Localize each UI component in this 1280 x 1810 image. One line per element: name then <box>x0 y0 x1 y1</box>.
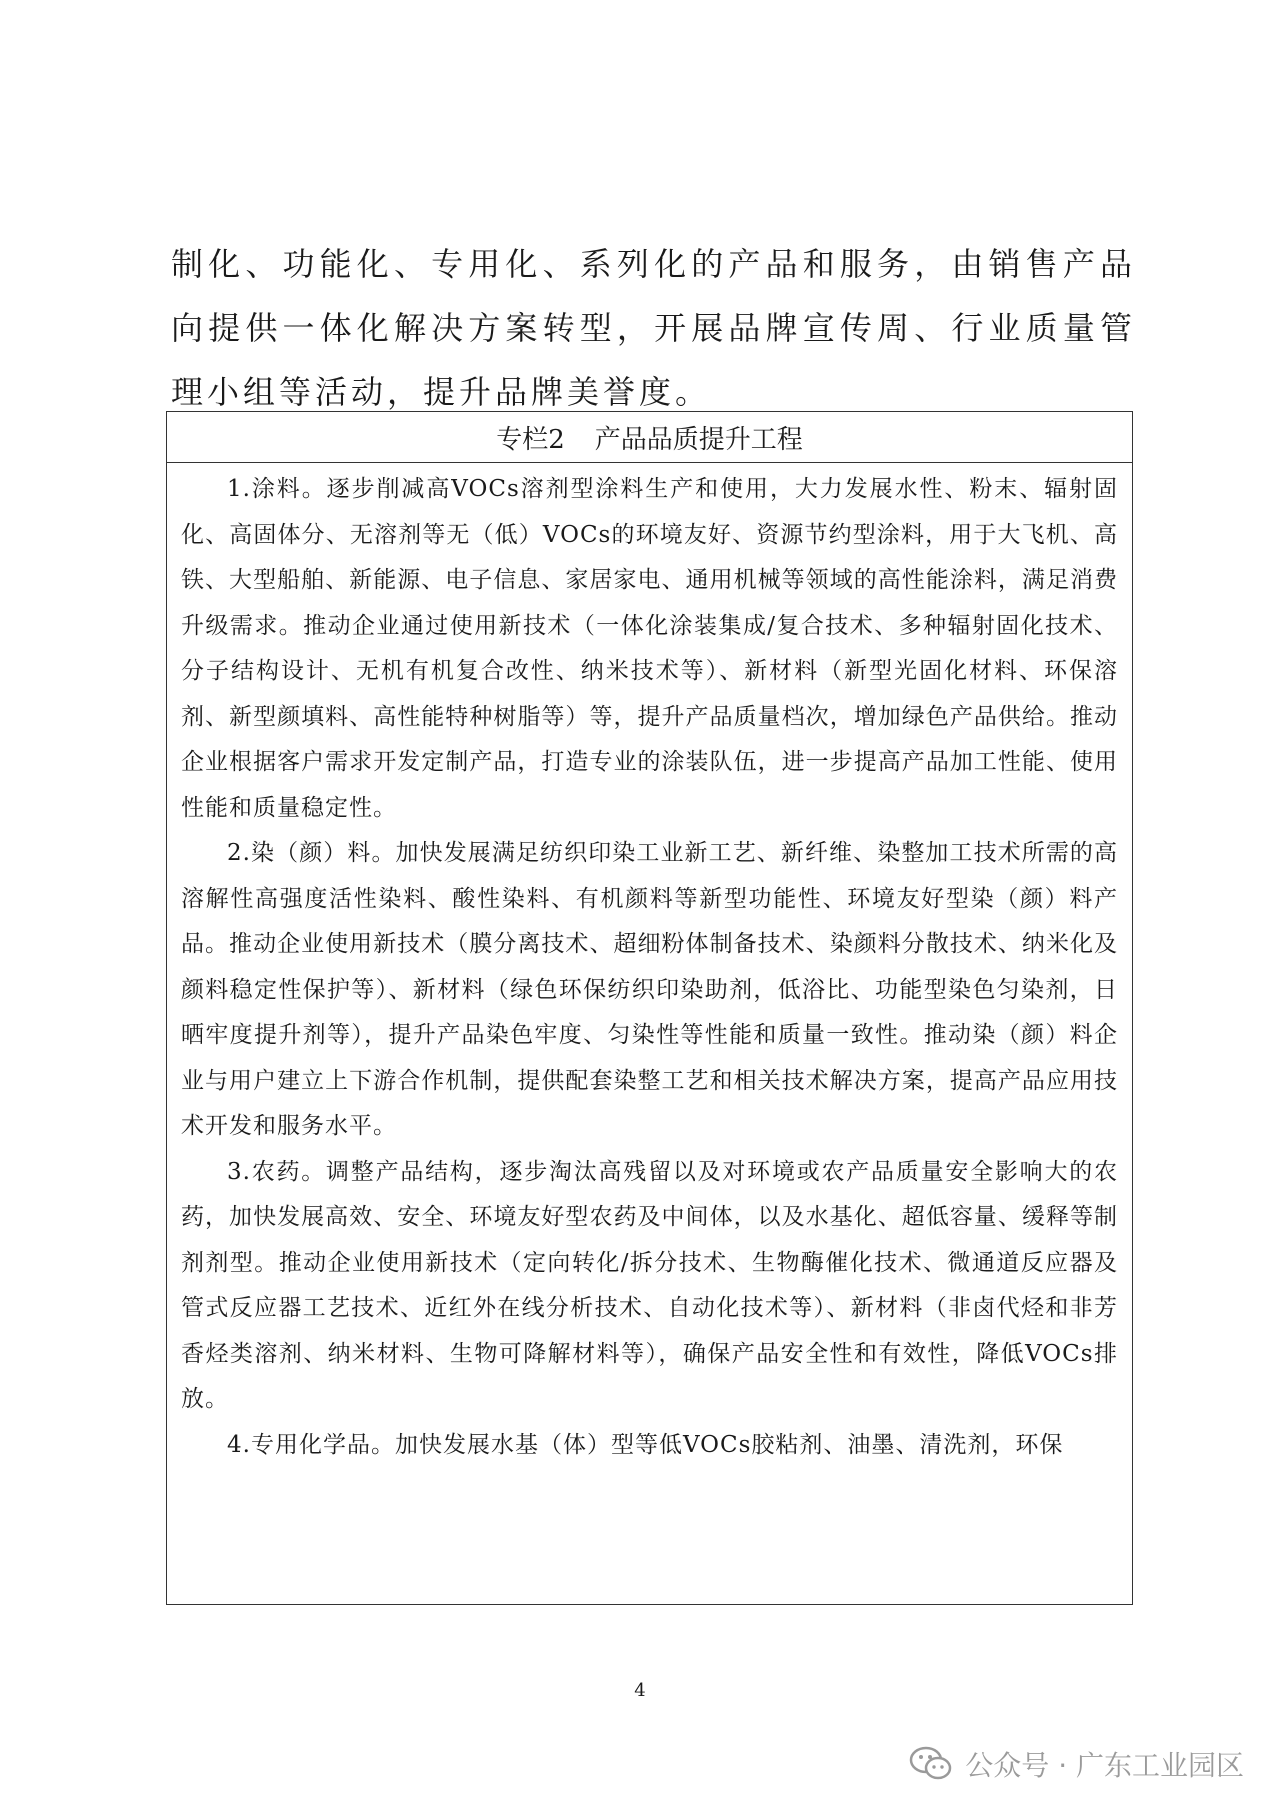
paragraph-dyes: 2.染（颜）料。加快发展满足纺织印染工业新工艺、新纤维、染整加工技术所需的高溶解性高强度活性染料、酸性染料、有机颜料等新型功能性、环境友好型染（颜）料产品。推动企业使用新技术（膜分离技术、超细粉体制备技术、染颜料分散技术、纳米化及颜料稳定性保护等）、新材料（绿色环保纺织印染助剂，低浴比、功能型染色匀染剂，日晒牢度提升剂等），提升产品染色牢度、匀染性等性能和质量一致性。推动染（颜）料企业与用户建立上下游合作机制，提供配套染整工艺和相关技术解决方案，提高产品应用技术开发和服务水平。 <box>181 840 1118 1139</box>
column-label: 专栏2 <box>496 424 565 455</box>
watermark-text: 公众号 · 广东工业园区 <box>965 1749 1244 1782</box>
intro-section <box>171 232 1136 424</box>
column-title <box>167 412 1132 463</box>
column-body <box>167 463 1132 1468</box>
paragraph-specialty-chemicals: 4.专用化学品。加快发展水基（体）型等低VOCs胶粘剂、油墨、清洗剂，环保 <box>227 1431 1064 1458</box>
watermark <box>909 1744 1244 1784</box>
wechat-icon <box>909 1746 953 1782</box>
intro-paragraph: 制化、功能化、专用化、系列化的产品和服务，由销售产品向提供一体化解决方案转型，开展品牌宣传周、行业质量管理小组等活动，提升品牌美誉度。 <box>171 245 1136 411</box>
paragraph-pesticides: 3.农药。调整产品结构，逐步淘汰高残留以及对环境或农产品质量安全影响大的农药，加快发展高效、安全、环境友好型农药及中间体，以及水基化、超低容量、缓释等制剂剂型。推动企业使用新技术（定向转化/拆分技术、生物酶催化技术、微通道反应器及管式反应器工艺技术、近红外在线分析技术、自动化技术等）、新材料（非卤代烃和非芳香烃类溶剂、纳米材料、生物可降解材料等），确保产品安全性和有效性，降低VOCs排放。 <box>181 1158 1118 1412</box>
paragraph-coatings: 1.涂料。逐步削减高VOCs溶剂型涂料生产和使用，大力发展水性、粉末、辐射固化、高固体分、无溶剂等无（低）VOCs的环境友好、资源节约型涂料，用于大飞机、高铁、大型船舶、新能源、电子信息、家居家电、通用机械等领域的高性能涂料，满足消费升级需求。推动企业通过使用新技术（一体化涂装集成/复合技术、多种辐射固化技术、分子结构设计、无机有机复合改性、纳米技术等）、新材料（新型光固化材料、环保溶剂、新型颜填料、高性能特种树脂等）等，提升产品质量档次，增加绿色产品供给。推动企业根据客户需求开发定制产品，打造专业的涂装队伍，进一步提高产品加工性能、使用性能和质量稳定性。 <box>181 476 1118 821</box>
page-number: 4 <box>634 1680 646 1701</box>
column-heading: 产品品质提升工程 <box>594 424 803 455</box>
column-box <box>166 411 1133 1605</box>
